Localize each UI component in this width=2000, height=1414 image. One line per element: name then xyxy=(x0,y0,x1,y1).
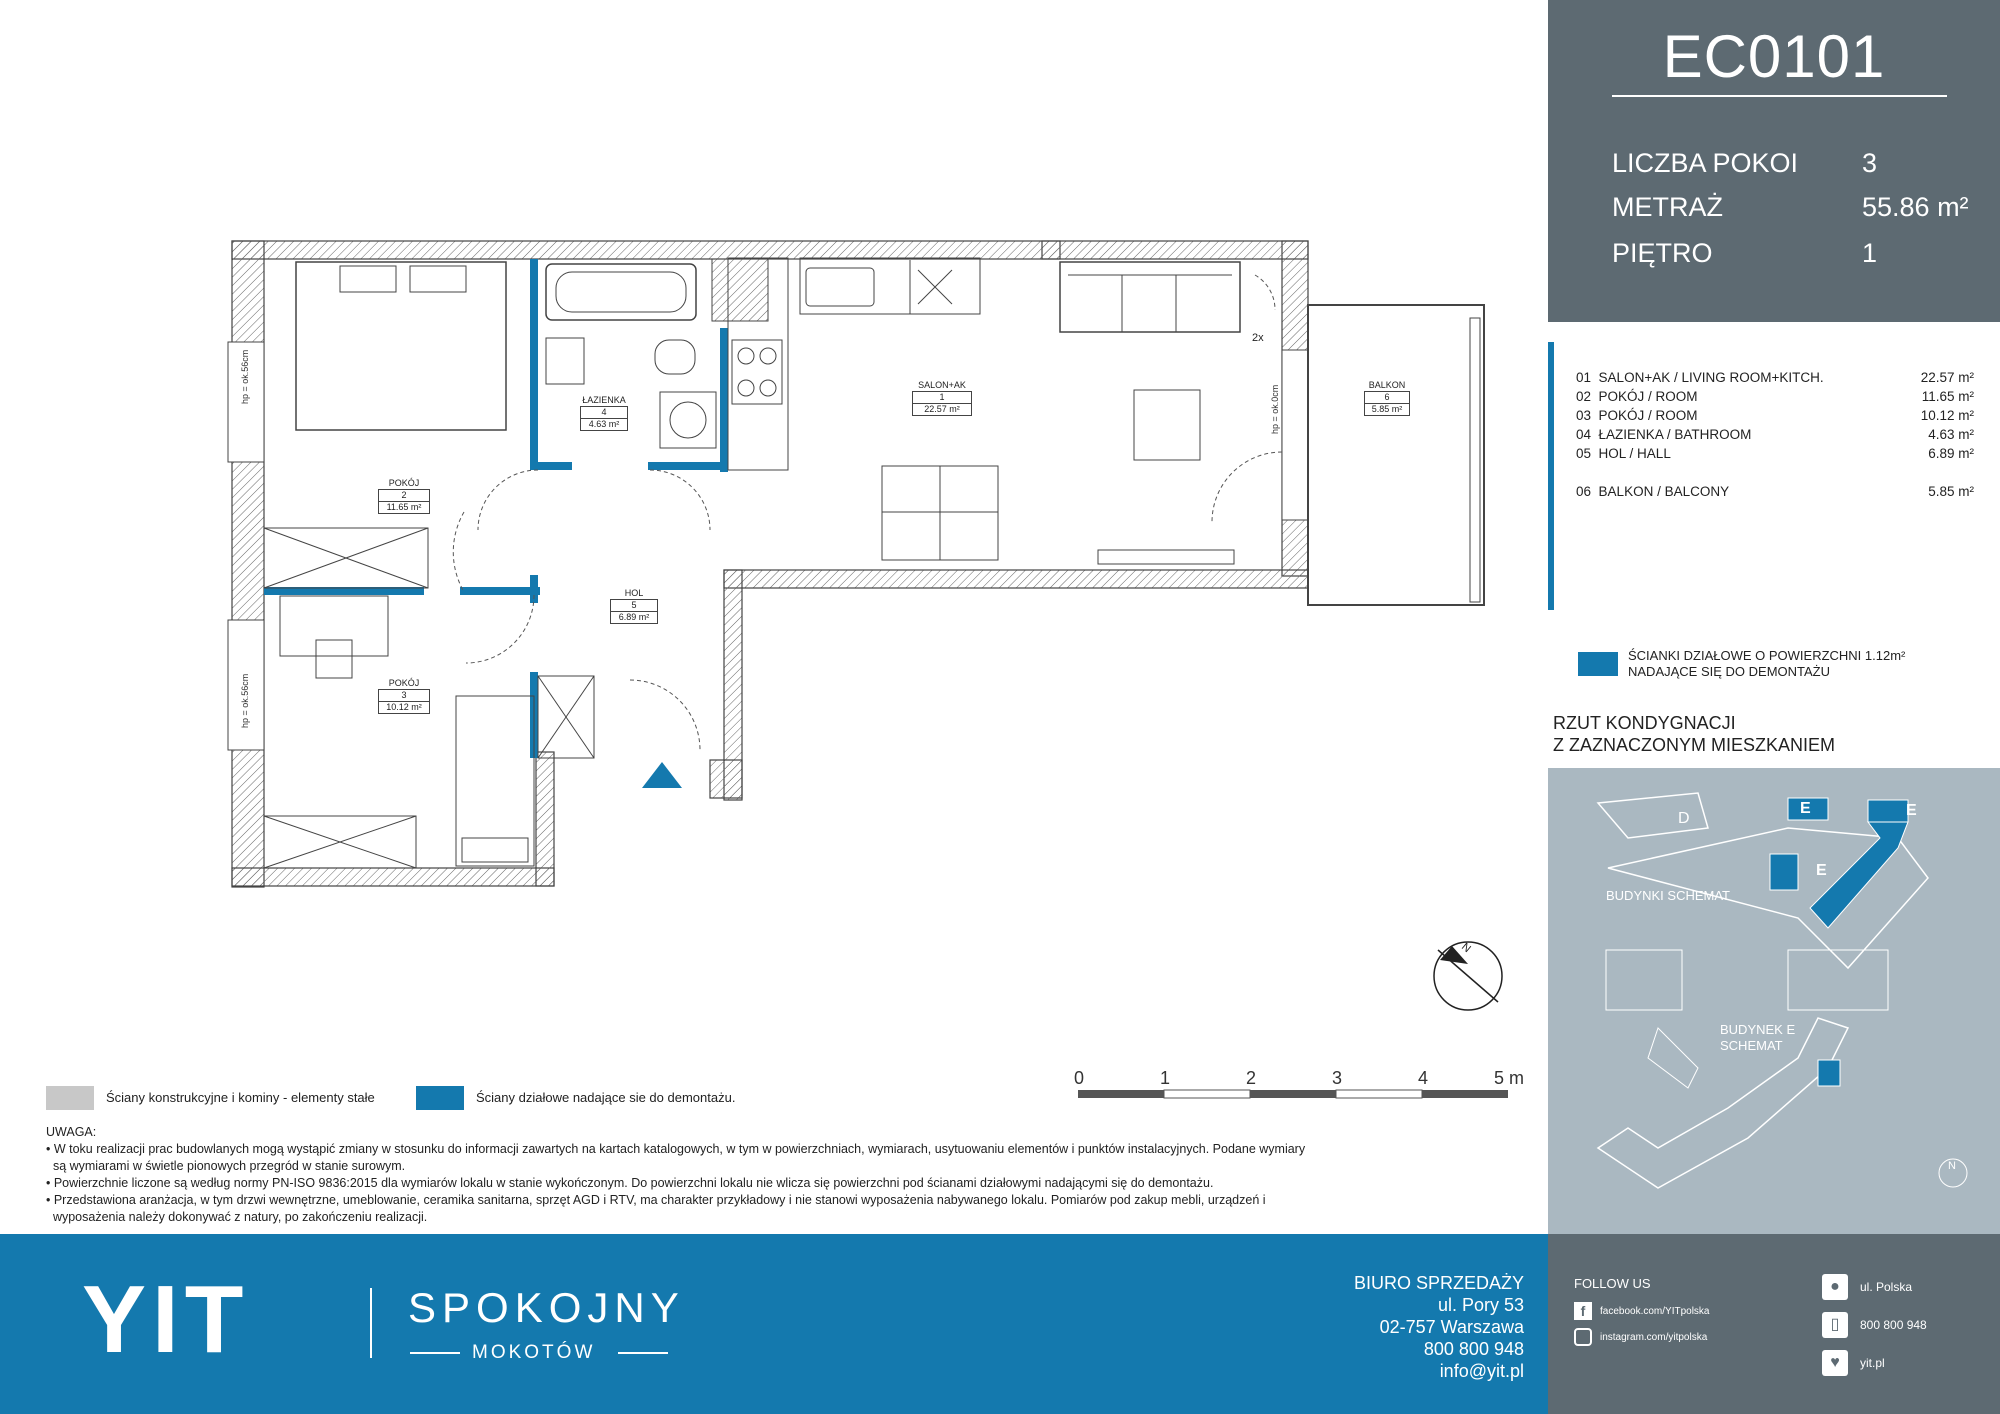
room-area: 10.12 m² xyxy=(1920,408,1974,423)
scale-tick: 0 xyxy=(1074,1068,1085,1088)
building-e-label-line: BUDYNEK E xyxy=(1720,1022,1796,1037)
label-pokoj-2 xyxy=(378,478,430,514)
sales-office-line[interactable]: info@yit.pl xyxy=(1439,1361,1524,1381)
entrance-marker xyxy=(642,762,682,788)
floor-plan-title-line: Z ZAZNACZONYM MIESZKANIEM xyxy=(1553,735,1836,755)
note-line: wyposażenia należy dokonywać z natury, po zakończeniu realizacji. xyxy=(46,1210,428,1224)
sales-office-line: ul. Pory 53 xyxy=(1437,1295,1524,1315)
sales-office xyxy=(1300,1272,1524,1382)
scale-tick: 3 xyxy=(1332,1068,1343,1088)
compass-label: N xyxy=(1459,940,1473,956)
schema-letter-e: E xyxy=(1816,862,1827,879)
room-num: 06 xyxy=(1576,484,1592,499)
room-name: HOL / HALL xyxy=(1598,446,1671,461)
room-name: POKÓJ / ROOM xyxy=(1598,389,1698,404)
website-link[interactable]: yit.pl xyxy=(1860,1356,1885,1370)
room-row xyxy=(1576,427,1974,442)
spec-value-rooms: 3 xyxy=(1862,148,1878,178)
label-lazienka xyxy=(580,395,628,431)
apartment-header xyxy=(1548,0,2000,322)
sales-office-line: 800 800 948 xyxy=(1423,1339,1524,1359)
room-num: 02 xyxy=(1576,389,1592,404)
room-num: 04 xyxy=(1576,427,1592,442)
schema-letter-e: E xyxy=(1800,800,1811,817)
room-area: 4.63 m² xyxy=(581,418,627,430)
rooms-panel xyxy=(1548,322,2000,612)
room-name: HOL xyxy=(624,588,644,598)
heart-icon: ♥ xyxy=(1822,1350,1848,1376)
room-area: 22.57 m² xyxy=(1920,370,1974,385)
room-name: ŁAZIENKA / BATHROOM xyxy=(1598,427,1752,442)
room-name: POKÓJ / ROOM xyxy=(1598,408,1698,423)
note-line: • Przedstawiona aranżacja, w tym drzwi wewnętrzne, umeblowanie, ceramika sanitarna, sprzęt AGD i RTV, ma charakter przykładowy i nie stanowi wyposażenia nabywanego lokalu. Pomiarów pod zakup mebli, urządzeń i xyxy=(46,1193,1266,1207)
spec-value-floor: 1 xyxy=(1862,238,1878,268)
facebook-icon[interactable]: f xyxy=(1574,1302,1592,1320)
room-name: ŁAZIENKA xyxy=(582,395,626,405)
building-e-schema-label xyxy=(1720,1022,1795,1054)
spec-label-floor: PIĘTRO xyxy=(1612,238,1713,268)
room-name: BALKON xyxy=(1368,380,1406,390)
follow-title: FOLLOW US xyxy=(1574,1276,1651,1291)
room-row xyxy=(1576,484,1974,499)
phone-icon: ▯ xyxy=(1822,1312,1848,1338)
window-height-note-2: hp = ok.56cm xyxy=(240,673,250,728)
scale-tick: 1 xyxy=(1160,1068,1171,1088)
brand-logo: YIT xyxy=(82,1266,250,1373)
room-name: POKÓJ xyxy=(388,478,420,488)
room-area: 5.85 m² xyxy=(1928,484,1974,499)
legend-partition-text: Ściany działowe nadające sie do demontażu. xyxy=(476,1090,736,1105)
room-name: POKÓJ xyxy=(388,678,420,688)
scale-bar xyxy=(1078,1088,1518,1100)
bathroom-sink xyxy=(546,338,584,384)
washing-machine xyxy=(660,392,716,448)
spec-label-area: METRAŻ xyxy=(1612,192,1723,222)
project-sub-line-right xyxy=(618,1352,668,1354)
room-number: 3 xyxy=(401,690,407,700)
site-schema-drawing xyxy=(1548,768,2000,1234)
sofa xyxy=(1060,262,1240,332)
window-height-note-3: hp = ok.0cm xyxy=(1270,384,1280,434)
room-number: 6 xyxy=(1384,392,1390,402)
buildings-schema-label: BUDYNKI SCHEMAT xyxy=(1606,888,1730,903)
location-icon: ● xyxy=(1822,1274,1848,1300)
brand-divider xyxy=(370,1288,372,1358)
room-number: 5 xyxy=(631,600,637,610)
instagram-link[interactable]: instagram.com/yitpolska xyxy=(1600,1332,1708,1343)
spec-value-area: 55.86 m² xyxy=(1862,192,1969,222)
spec-label-rooms: LICZBA POKOI xyxy=(1612,148,1799,178)
room-area: 4.63 m² xyxy=(1928,427,1974,442)
header-divider xyxy=(1612,95,1947,97)
footer-band xyxy=(0,1234,1548,1414)
desk-room-3 xyxy=(280,596,388,656)
room-num: 03 xyxy=(1576,408,1592,423)
room-row xyxy=(1576,389,1974,404)
schema-north-label: N xyxy=(1948,1160,1956,1172)
room-area: 5.85 m² xyxy=(1365,403,1409,415)
room-area: 11.65 m² xyxy=(1921,389,1974,404)
instagram-icon[interactable] xyxy=(1574,1328,1592,1346)
tv-unit xyxy=(1098,550,1234,564)
sales-office-line: 02-757 Warszawa xyxy=(1379,1317,1524,1337)
bed-room-3 xyxy=(456,696,534,866)
label-hol xyxy=(610,588,658,624)
note-line: • W toku realizacji prac budowlanych mogą wystąpić zmiany w stosunku do informacji zawartych na kartach katalogowych, w tym w powierzchniach, wymiarach, usytuowaniu elementów i punktów instalacyjnych. Podane wymiary xyxy=(46,1142,1306,1156)
legend-structural-text: Ściany konstrukcyjne i kominy - elementy stałe xyxy=(106,1090,375,1105)
project-sub-line-left xyxy=(410,1352,460,1354)
floor-plan-title xyxy=(1553,712,1835,756)
window-height-note-1: hp = ok.56cm xyxy=(240,349,250,404)
partition-legend-swatch xyxy=(1578,652,1618,676)
phone-text: 800 800 948 xyxy=(1860,1318,1927,1332)
room-name: SALON+AK / LIVING ROOM+KITCH. xyxy=(1598,370,1824,385)
room-area: 11.65 m² xyxy=(379,501,429,513)
sales-office-line: BIURO SPRZEDAŻY xyxy=(1353,1273,1524,1293)
legend-partition-swatch xyxy=(416,1086,464,1110)
project-sub: MOKOTÓW xyxy=(472,1342,596,1363)
room-name: SALON+AK xyxy=(918,380,966,390)
address-text: ul. Polska xyxy=(1860,1280,1913,1294)
partition-walls xyxy=(264,259,728,758)
room-name: BALKON / BALCONY xyxy=(1598,484,1730,499)
toilet xyxy=(655,340,695,374)
room-row xyxy=(1576,370,1974,385)
balcony-outline xyxy=(1308,305,1484,605)
scale-tick: 4 xyxy=(1418,1068,1429,1088)
bed-room-2 xyxy=(296,262,506,430)
floor-plan-title-line: RZUT KONDYGNACJI xyxy=(1553,713,1736,733)
room-number: 2 xyxy=(401,490,407,500)
partition-legend-text: ŚCIANKI DZIAŁOWE O POWIERZCHNI 1.12m² NADAJĄCE SIĘ DO DEMONTAŻU xyxy=(1628,648,1906,679)
notes-heading: UWAGA: xyxy=(46,1125,97,1139)
room-row xyxy=(1576,408,1974,423)
rooms-accent-bar xyxy=(1548,342,1554,610)
schema-letter-d: D xyxy=(1678,810,1690,827)
room-num: 05 xyxy=(1576,446,1592,461)
scale-tick: 5 m xyxy=(1494,1068,1525,1088)
room-number: 4 xyxy=(601,407,607,417)
social-panel xyxy=(1548,1234,2000,1414)
room-area: 6.89 m² xyxy=(611,611,657,623)
legend-structural-swatch xyxy=(46,1086,94,1110)
label-salon xyxy=(912,380,972,416)
apartment-code: EC0101 xyxy=(1662,23,1886,90)
note-line: • Powierzchnie liczone są według normy PN-ISO 9836:2015 dla wymiarów lokalu w stanie wykończonym. Do powierzchni lokalu nie wlicza się powierzchni pod ścianami działowymi nadającymi się do demontażu. xyxy=(46,1176,1214,1190)
schema-letter-e: E xyxy=(1906,802,1917,819)
scale-tick: 2 xyxy=(1246,1068,1257,1088)
two-x-note: 2x xyxy=(1252,332,1264,344)
coffee-table xyxy=(1134,390,1200,460)
label-balkon xyxy=(1364,380,1410,416)
room-area: 22.57 m² xyxy=(913,403,971,415)
project-name: SPOKOJNY xyxy=(408,1284,685,1331)
room-row xyxy=(1576,446,1974,461)
label-pokoj-3 xyxy=(378,678,430,714)
room-number: 1 xyxy=(939,392,945,402)
room-area: 10.12 m² xyxy=(379,701,429,713)
room-num: 01 xyxy=(1576,370,1592,385)
building-schema xyxy=(1548,768,2000,1234)
facebook-link[interactable]: facebook.com/YITpolska xyxy=(1600,1306,1710,1317)
building-e-label-line: SCHEMAT xyxy=(1720,1038,1783,1053)
room-area: 6.89 m² xyxy=(1928,446,1974,461)
note-line: są wymiarami w świetle pionowych przegród w stanie surowym. xyxy=(46,1159,406,1173)
